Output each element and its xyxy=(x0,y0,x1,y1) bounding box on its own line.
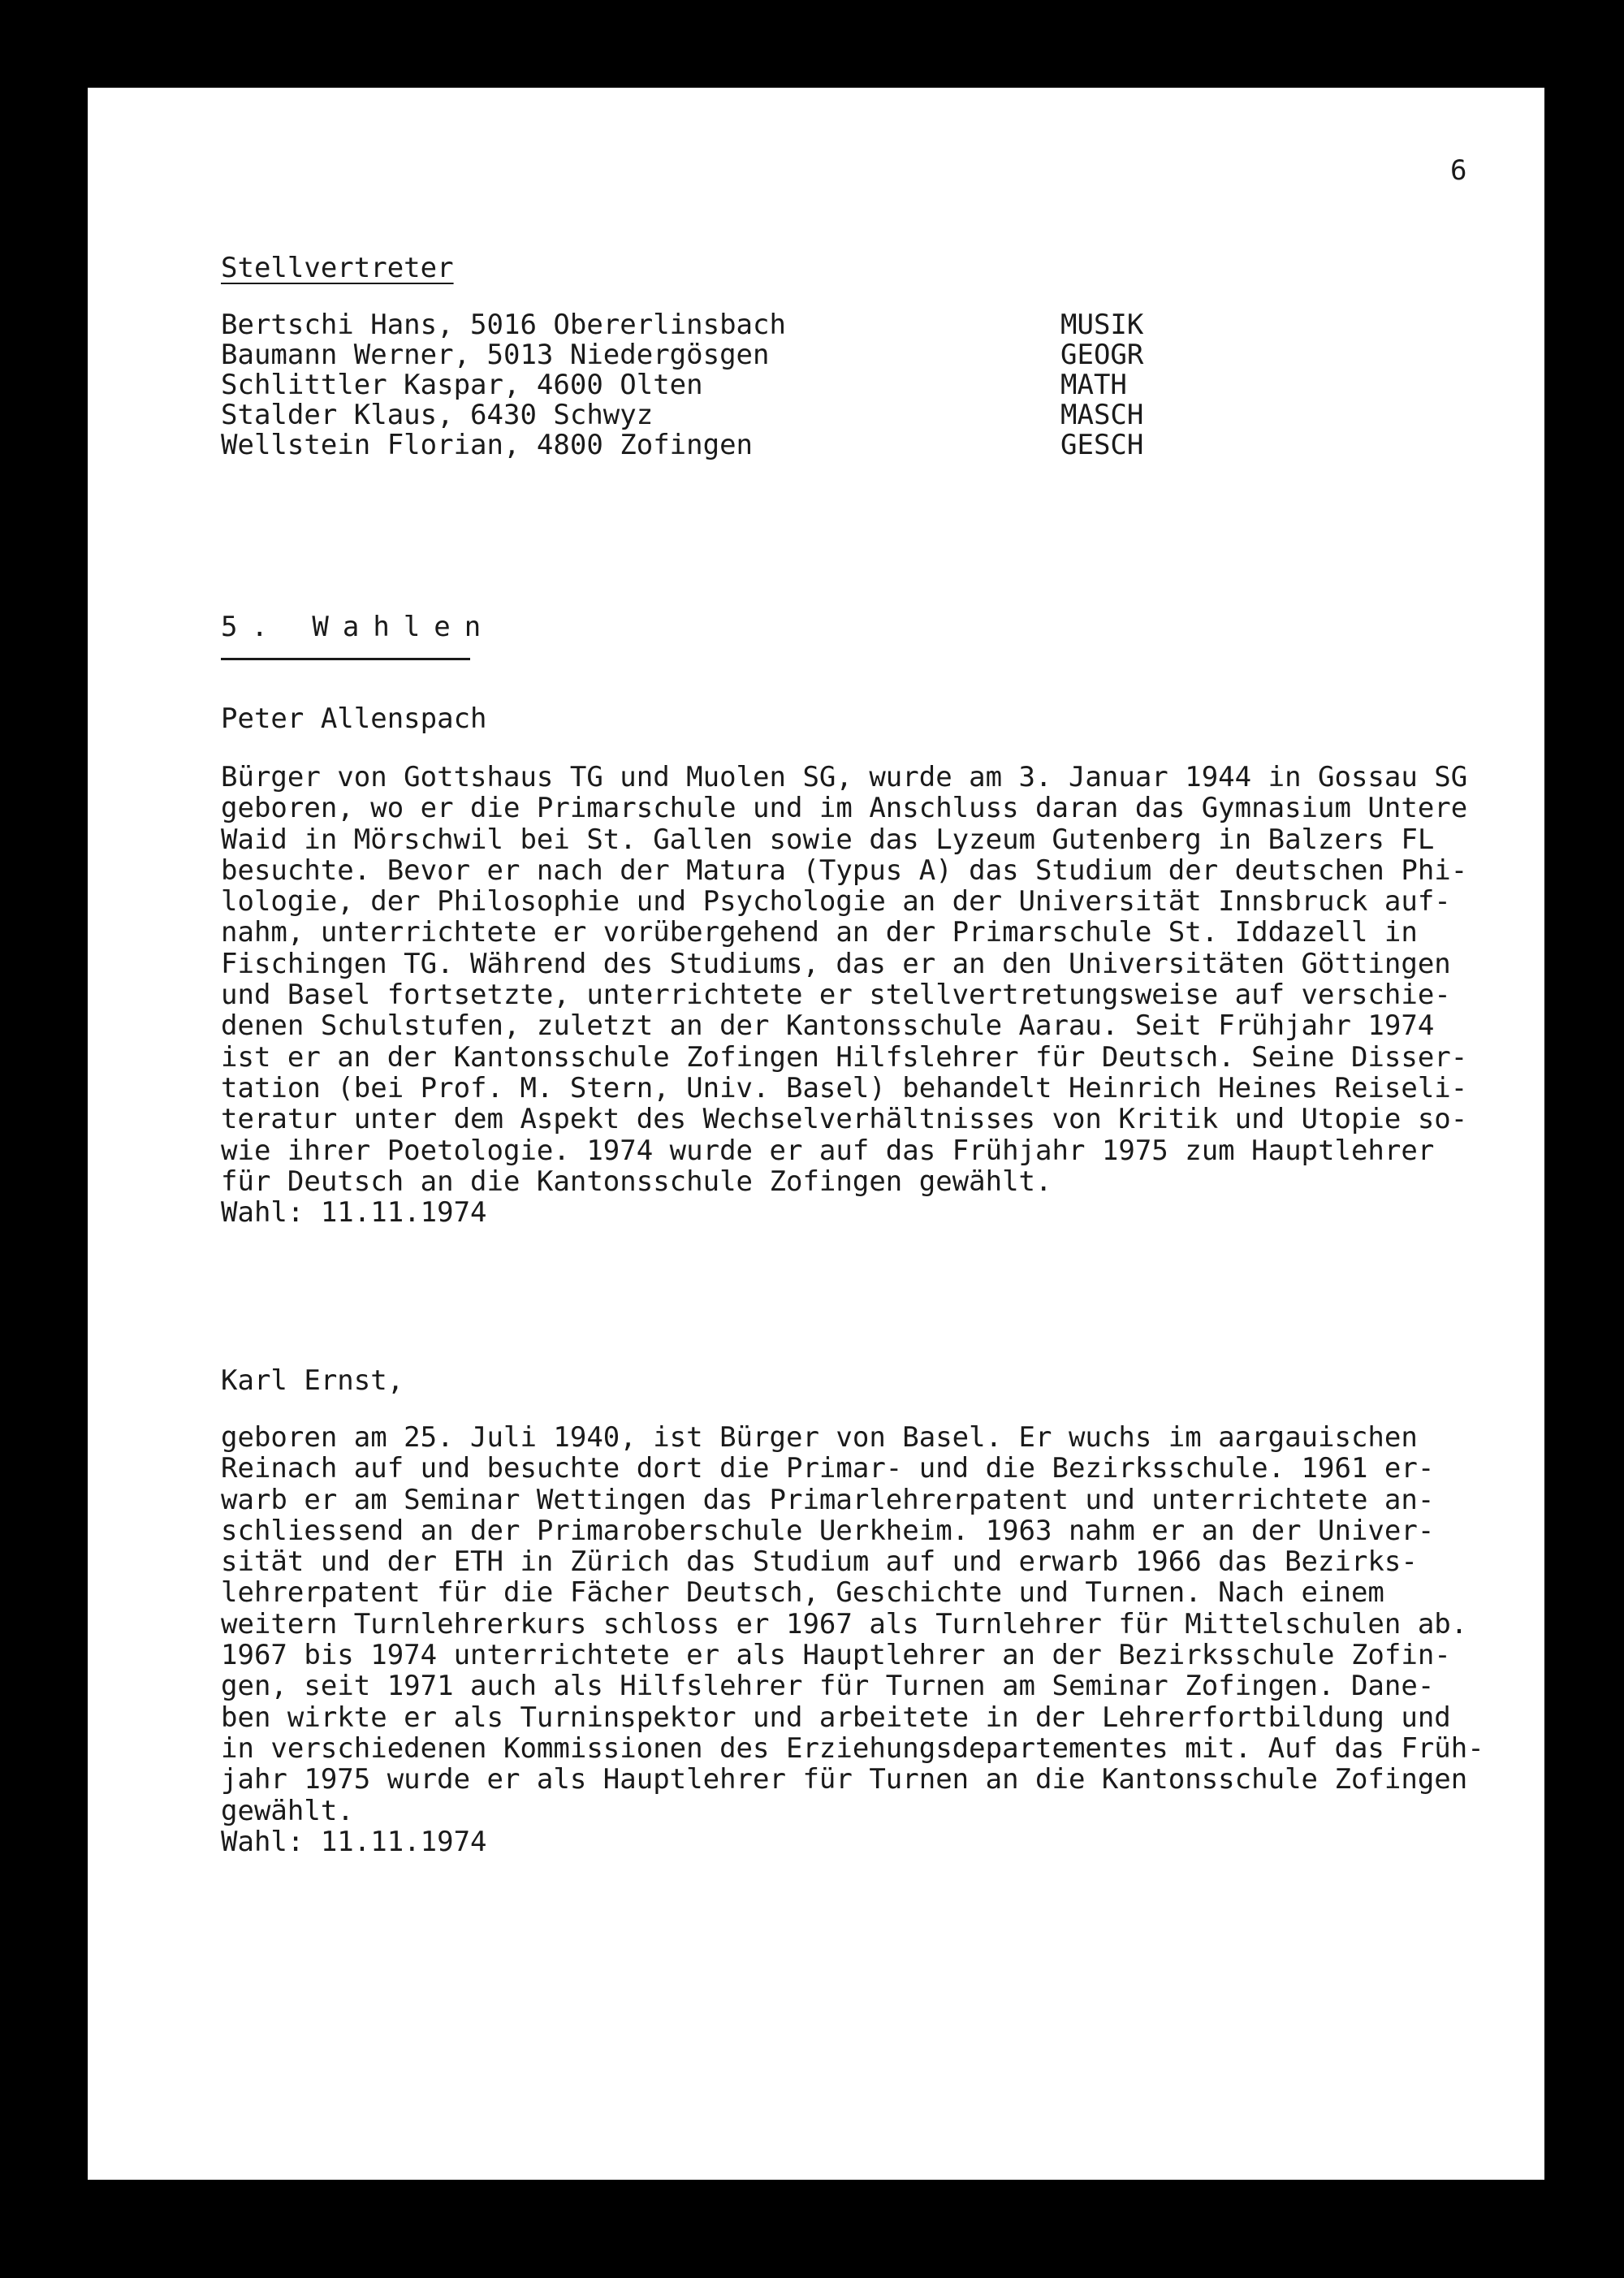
list-item xyxy=(221,310,1220,340)
substitute-name: Stalder Klaus, 6430 Schwyz xyxy=(221,399,654,431)
person-name: Peter Allenspach xyxy=(221,702,487,735)
person-bio: geboren am 25. Juli 1940, ist Bürger von Basel. Er wuchs im aargauischen Reinach auf und besuchte dort die Primar- und die Bezirksschule. 1961 er- warb er am Seminar Wettingen das Primarlehrerpatent und unterrichtete an- schliessend an der Primaroberschule Uerkheim. 1963 nahm er an der Univer- sität und der ETH in Zürich das Studium auf und erwarb 1966 das Bezirks- lehrerpatent für die Fächer Deutsch, Geschichte und Turnen. Nach einem weitern Turnlehrerkurs schloss er 1967 als Turnlehrer für Mittelschulen ab. 1967 bis 1974 unterrichtete er als Hauptlehrer an der Bezirksschule Zofin- gen, seit 1971 auch als Hilfslehrer für Turnen am Seminar Zofingen. Dane- ben wirkte er als Turninspektor und arbeitete in der Lehrerfortbildung und in verschiedenen Kommissionen des Erziehungsdepartementes mit. Auf das Früh- jahr 1975 wurde er als Hauptlehrer für Turnen an die Kantonsschule Zofingen gewählt. Wahl: 11.11.1974 xyxy=(221,1421,1484,1858)
substitute-name: Schlittler Kaspar, 4600 Olten xyxy=(221,369,703,401)
substitutes-list xyxy=(221,310,1220,460)
list-item xyxy=(221,370,1220,400)
substitutes-title: Stellvertreter xyxy=(221,252,454,284)
substitute-subject: MASCH xyxy=(1060,399,1144,431)
substitute-subject: MATH xyxy=(1060,369,1127,401)
substitute-name: Bertschi Hans, 5016 Obererlinsbach xyxy=(221,309,786,341)
list-item xyxy=(221,340,1220,370)
section-heading: 5. Wahlen xyxy=(221,611,470,660)
substitute-name: Wellstein Florian, 4800 Zofingen xyxy=(221,429,754,461)
substitute-subject: MUSIK xyxy=(1060,309,1144,341)
person-name: Karl Ernst, xyxy=(221,1364,404,1397)
page-number: 6 xyxy=(1450,154,1467,187)
list-item xyxy=(221,400,1220,430)
person-bio: Bürger von Gottshaus TG und Muolen SG, wurde am 3. Januar 1944 in Gossau SG geboren, wo er die Primarschule und im Anschluss daran das Gymnasium Untere Waid in Mörschwil bei St. Gallen sowie das Lyzeum Gutenberg in Balzers FL besuchte. Bevor er nach der Matura (Typus A) das Studium der deutschen Phi- lologie, der Philosophie und Psychologie an der Universität Innsbruck auf- nahm, unterrichtete er vorübergehend an der Primarschule St. Iddazell in Fischingen TG. Während des Studiums, das er an den Universitäten Göttingen und Basel fortsetzte, unterrichtete er stellvertretungsweise auf verschie- denen Schulstufen, zuletzt an der Kantonsschule Aarau. Seit Frühjahr 1974 ist er an der Kantonsschule Zofingen Hilfslehrer für Deutsch. Seine Disser- tation (bei Prof. M. Stern, Univ. Basel) behandelt Heinrich Heines Reiseli- teratur unter dem Aspekt des Wechselverhältnisses von Kritik und Utopie so- wie ihrer Poetologie. 1974 wurde er auf das Frühjahr 1975 zum Hauptlehrer für Deutsch an die Kantonsschule Zofingen gewählt. Wahl: 11.11.1974 xyxy=(221,761,1468,1230)
substitute-name: Baumann Werner, 5013 Niedergösgen xyxy=(221,339,770,371)
substitute-subject: GEOGR xyxy=(1060,339,1144,371)
substitute-subject: GESCH xyxy=(1060,429,1144,461)
list-item xyxy=(221,430,1220,460)
